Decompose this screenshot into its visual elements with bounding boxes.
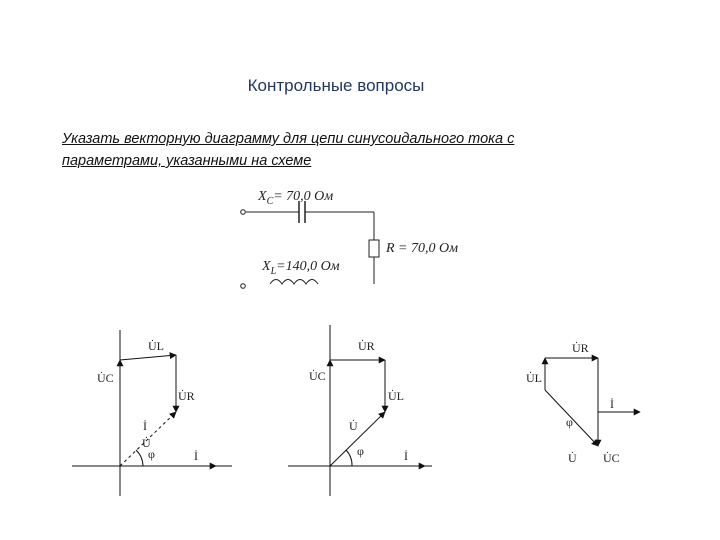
question-line-1: Указать векторную диаграмму для цепи синусоидального тока с — [62, 131, 515, 147]
label-u-a: U̇ — [142, 436, 151, 450]
label-phi-b: φ — [357, 444, 364, 458]
circuit-schematic — [241, 201, 379, 288]
phi-arc-b — [346, 450, 352, 466]
question-line-2: параметрами, указанными на схеме — [62, 153, 312, 169]
vector-diagram-c — [545, 358, 640, 446]
label-i-b: İ — [404, 449, 408, 463]
label-phi-a: φ — [148, 447, 155, 461]
label-u-c: U̇ — [568, 451, 577, 465]
label-ul-c: U̇L — [526, 371, 542, 385]
label-uc-a: U̇C — [97, 371, 114, 385]
vector-diagram-a — [72, 330, 232, 496]
terminal-top — [241, 210, 246, 215]
label-uc-b: U̇C — [309, 369, 326, 383]
label-ur-a: U̇R — [178, 389, 195, 403]
label-phi-c: φ — [566, 415, 573, 429]
r-label: R = 70,0 Ом — [386, 241, 459, 256]
label-uc-c: U̇C — [603, 451, 620, 465]
label-i-axis-a: İ — [194, 449, 198, 463]
slide-title: Контрольные вопросы — [247, 76, 425, 95]
phi-arc-a — [136, 450, 143, 466]
terminal-bottom — [241, 284, 246, 289]
xl-label: $X_L=140,0$ Ом — [262, 259, 340, 277]
resistor — [369, 240, 379, 257]
label-ul-b: U̇L — [388, 389, 404, 403]
vector-ul-a — [120, 355, 176, 360]
label-ur-c: U̇R — [572, 341, 589, 355]
label-ur-b: U̇R — [358, 339, 375, 353]
label-i-c: İ — [610, 397, 614, 411]
inductor-coil — [270, 280, 318, 285]
label-u-b: U̇ — [349, 419, 358, 433]
label-i-a: İ — [143, 419, 147, 433]
label-ul-a: U̇L — [148, 339, 164, 353]
xc-label: $X_C= 70,0$ Ом — [258, 189, 334, 207]
